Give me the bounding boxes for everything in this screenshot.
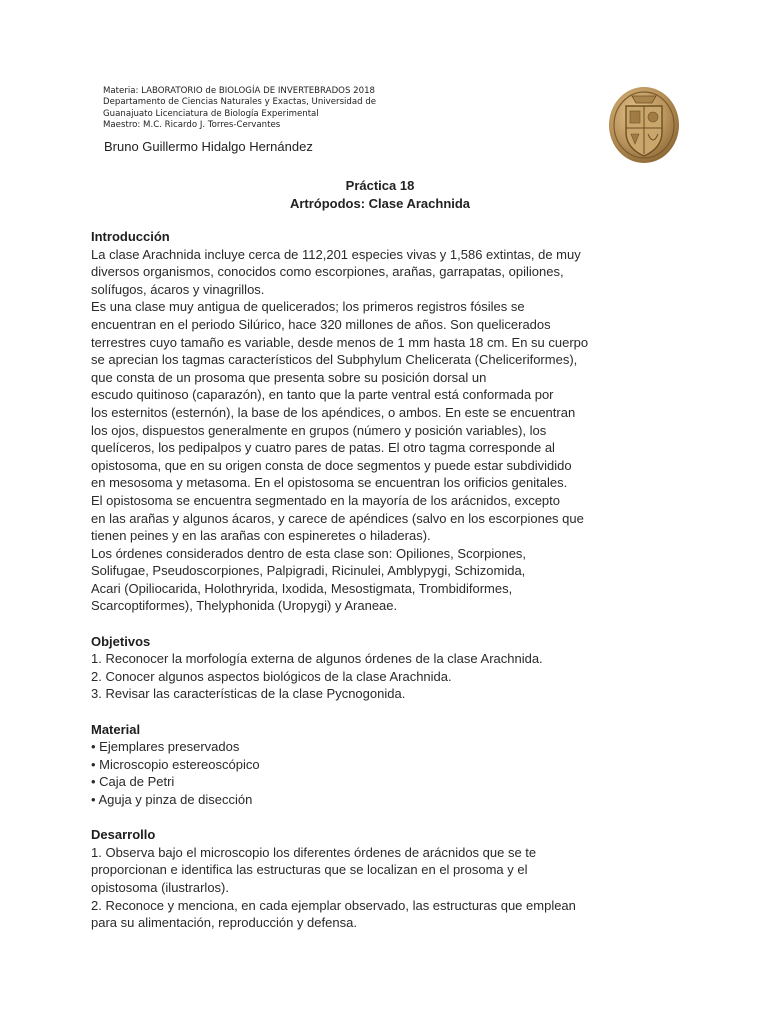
header-line-licenciatura: Guanajuato Licenciatura de Biología Experimental — [103, 108, 319, 119]
section-spacer — [91, 615, 651, 633]
intro-line: encuentran en el periodo Silúrico, hace 320 millones de años. Son quelicerados — [91, 316, 551, 332]
objective-item: 1. Reconocer la morfología externa de algunos órdenes de la clase Arachnida. — [91, 651, 543, 667]
procedure-line: 2. Reconoce y menciona, en cada ejemplar observado, las estructuras que emplean — [91, 897, 576, 913]
objective-item: 2. Conocer algunos aspectos biológicos de la clase Arachnida. — [91, 668, 452, 684]
header-line-maestro: Maestro: M.C. Ricardo J. Torres-Cervantes — [103, 119, 281, 130]
intro-line: escudo quitinoso (caparazón), en tanto que la parte ventral está conformada por — [91, 387, 554, 403]
section-heading-introduccion: Introducción — [91, 229, 170, 244]
intro-line: Scarcoptiformes), Thelyphonida (Uropygi) y Araneae. — [91, 598, 398, 614]
university-seal-icon — [608, 86, 680, 164]
intro-line: tienen peines y en las arañas con espineretes o hiladeras). — [91, 528, 431, 544]
section-heading-objetivos: Objetivos — [91, 633, 151, 649]
intro-line: solífugos, ácaros y vinagrillos. — [91, 281, 265, 297]
intro-line: terrestres cuyo tamaño es variable, desde menos de 1 mm hasta 18 cm. En su cuerpo — [91, 334, 589, 350]
procedure-line: opistosoma (ilustrarlos). — [91, 879, 229, 895]
intro-line: opistosoma, que en su origen consta de doce segmentos y puede estar subdividido — [91, 457, 572, 473]
material-item: • Aguja y pinza de disección — [91, 792, 253, 807]
intro-line: diversos organismos, conocidos como escorpiones, arañas, garrapatas, opiliones, — [91, 264, 564, 280]
section-spacer — [91, 809, 651, 827]
procedure-line: proporcionan e identifica las estructuras que se localizan en el prosoma y el — [91, 862, 528, 878]
intro-line: Solifugae, Pseudoscorpiones, Palpigradi, Ricinulei, Amblypygi, Schizomida, — [91, 563, 526, 579]
section-heading-desarrollo: Desarrollo — [91, 827, 156, 843]
practice-number: Práctica 18 — [345, 178, 415, 193]
intro-line: La clase Arachnida incluye cerca de 112,201 especies vivas y 1,586 extintas, de muy — [91, 246, 581, 262]
practice-title — [90, 177, 670, 213]
intro-line: que consta de un prosoma que presenta sobre su posición dorsal un — [91, 369, 487, 385]
intro-line: Acari (Opiliocarida, Holothryrida, Ixodida, Mesostigmata, Trombidiformes, — [91, 580, 513, 596]
intro-line: en las arañas y algunos ácaros, y carece de apéndices (salvo en los escorpiones que — [91, 510, 584, 526]
intro-line: Es una clase muy antigua de quelicerados; los primeros registros fósiles se — [91, 299, 525, 315]
section-heading-material: Material — [91, 721, 141, 737]
intro-line: los esternitos (esternón), la base de los apéndices, o ambos. En este se encuentran — [91, 404, 576, 420]
practice-subject: Artrópodos: Clase Arachnida — [289, 196, 471, 211]
procedure-line: 1. Observa bajo el microscopio los diferentes órdenes de arácnidos que se te — [91, 844, 537, 860]
intro-line: se aprecian los tagmas característicos del Subphylum Chelicerata (Cheliceriformes), — [91, 352, 578, 368]
intro-line: los ojos, dispuestos generalmente en grupos (número y posición variables), los — [91, 422, 547, 438]
header-line-materia: Materia: LABORATORIO de BIOLOGÍA DE INVERTEBRADOS 2018 — [103, 86, 376, 96]
material-item: • Ejemplares preservados — [91, 739, 240, 755]
procedure-line: para su alimentación, reproducción y defensa. — [91, 915, 357, 931]
material-item: • Microscopio estereoscópico — [91, 756, 260, 772]
header-line-departamento: Departamento de Ciencias Naturales y Exactas, Universidad de — [103, 97, 377, 108]
section-spacer — [91, 703, 651, 721]
intro-line: Los órdenes considerados dentro de esta clase son: Opiliones, Scorpiones, — [91, 545, 527, 561]
objective-item: 3. Revisar las características de la clase Pycnogonida. — [91, 686, 406, 702]
material-item: • Caja de Petri — [91, 774, 175, 790]
intro-line: El opistosoma se encuentra segmentado en la mayoría de los arácnidos, excepto — [91, 492, 560, 508]
intro-line: en mesosoma y metasoma. En el opistosoma se encuentran los orificios genitales. — [91, 475, 568, 491]
course-header — [103, 86, 433, 131]
author-name: Bruno Guillermo Hidalgo Hernández — [104, 139, 313, 154]
intro-line: quelíceros, los pedipalpos y cuatro pares de patas. El otro tagma corresponde al — [91, 440, 555, 456]
document-body — [91, 228, 651, 932]
